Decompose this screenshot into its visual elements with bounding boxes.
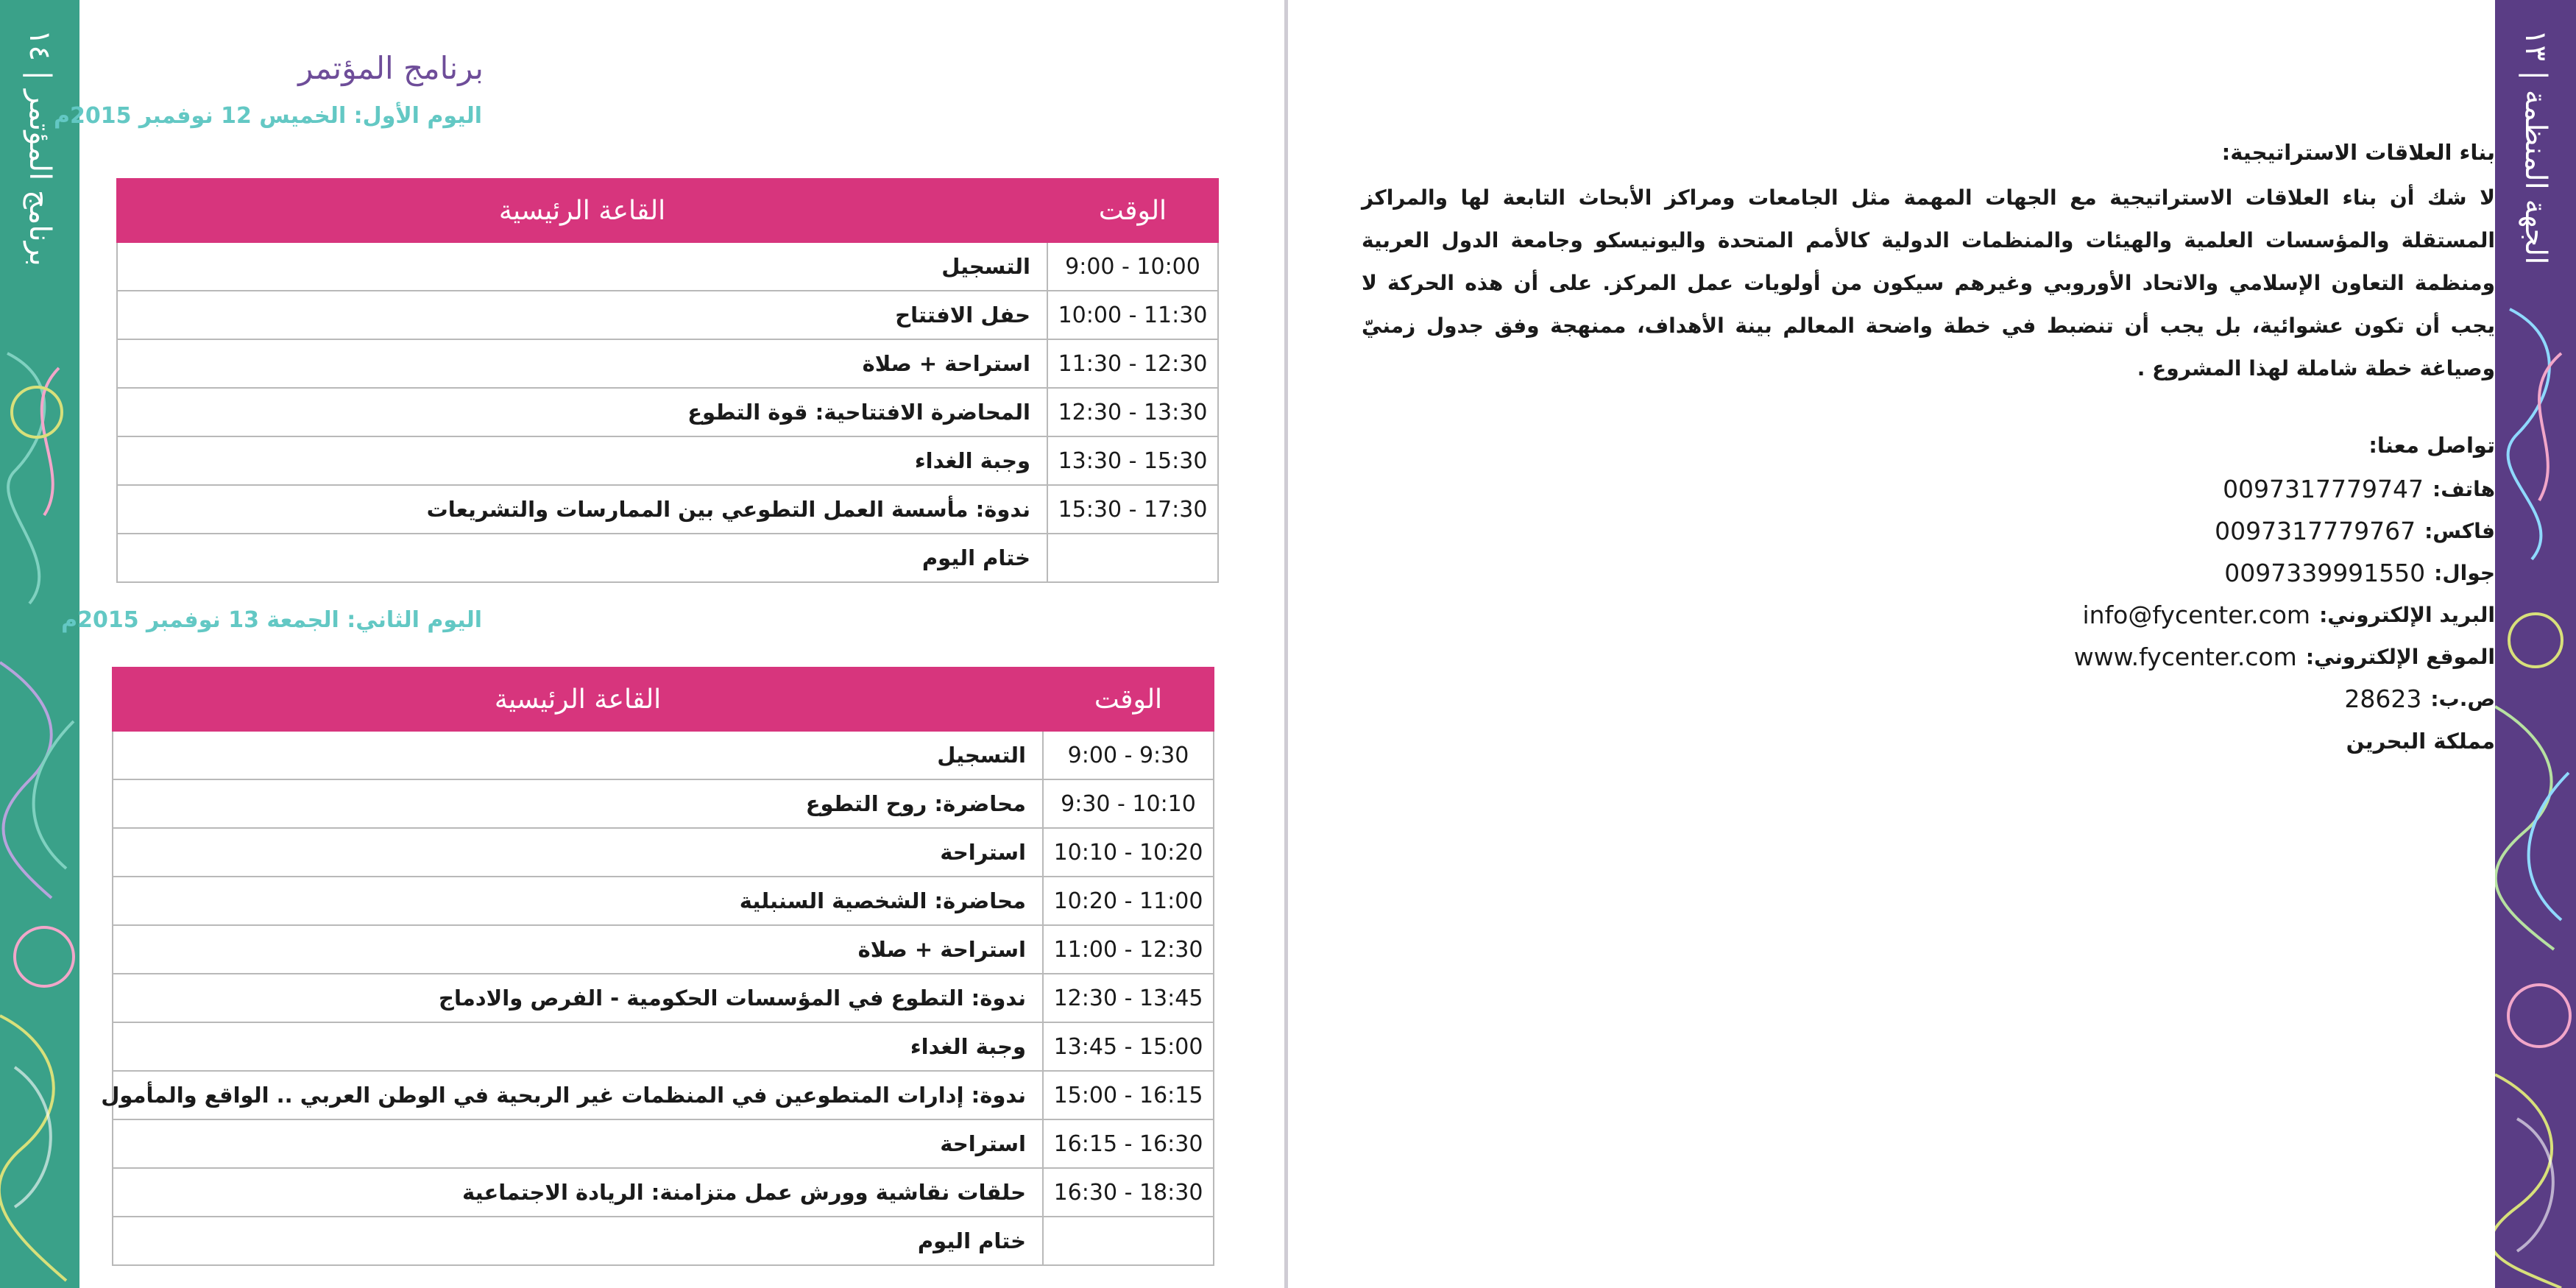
column-header-time: الوقت	[1047, 179, 1218, 242]
row-time: 9:30 - 10:10	[1043, 779, 1214, 828]
fax-label: فاكس:	[2424, 519, 2495, 543]
table-row	[117, 242, 1218, 291]
mobile-label: جوال:	[2434, 561, 2495, 585]
row-time: 10:20 - 11:00	[1043, 877, 1214, 925]
row-time: 9:00 - 10:00	[1047, 242, 1218, 291]
right-band-label: الجهة المنظمة | ١٣	[2519, 29, 2552, 265]
row-session: ندوة: إدارات المتطوعين في المنظمات غير الربحية في الوطن العربي .. الواقع والمأمول	[113, 1071, 1043, 1119]
page-title: برنامج المؤتمر	[298, 50, 484, 86]
day2-schedule-table	[101, 667, 1214, 1266]
row-session: ختام اليوم	[113, 1217, 1043, 1265]
table-row	[117, 339, 1218, 388]
table-row	[117, 436, 1218, 485]
row-session: استراحة + صلاة	[117, 339, 1047, 388]
table-row	[113, 828, 1214, 877]
phone-label: هاتف:	[2432, 477, 2495, 501]
day2-heading: اليوم الثاني: الجمعة 13 نوفمبر 2015م	[61, 607, 482, 633]
column-header-session: القاعة الرئيسية	[113, 668, 1043, 731]
table-row	[113, 1071, 1214, 1119]
contact-country	[2074, 720, 2495, 762]
contact-email	[2074, 594, 2495, 636]
row-session: وجبة الغداء	[117, 436, 1047, 485]
day1-heading: اليوم الأول: الخميس 12 نوفمبر 2015م	[53, 103, 482, 129]
column-header-session: القاعة الرئيسية	[117, 179, 1047, 242]
table-row	[113, 1168, 1214, 1217]
table-header-row	[117, 179, 1218, 242]
row-time: 13:45 - 15:00	[1043, 1022, 1214, 1071]
row-time: 16:15 - 16:30	[1043, 1119, 1214, 1168]
email-label: البريد الإلكتروني:	[2319, 603, 2495, 627]
row-session: المحاضرة الافتتاحية: قوة التطوع	[117, 388, 1047, 436]
row-time	[1047, 534, 1218, 582]
row-session: استراحة	[113, 1119, 1043, 1168]
row-time: 11:00 - 12:30	[1043, 925, 1214, 974]
table-row	[113, 731, 1214, 779]
contact-title: تواصل معنا:	[2368, 433, 2495, 458]
row-session: ندوة: التطوع في المؤسسات الحكومية - الفرص والادماج	[113, 974, 1043, 1022]
row-session: محاضرة: الشخصية السنبلية	[113, 877, 1043, 925]
table-row	[113, 779, 1214, 828]
pobox-label: ص.ب:	[2430, 687, 2495, 711]
table-row	[113, 974, 1214, 1022]
phone-number[interactable]: 0097317779747	[2223, 475, 2424, 503]
row-time: 10:10 - 10:20	[1043, 828, 1214, 877]
strategic-relations-paragraph: لا شك أن بناء العلاقات الاستراتيجية مع الجهات المهمة مثل الجامعات ومراكز الأبحاث التابعة لها والمراكز المستقلة والمؤسسات العلمية والهيئات والمنظمات الدولية كالأمم المتحدة واليونيسكو وجامعة الدول العربية ومنظمة التعاون الإسلامي والاتحاد الأوروبي وغيرهم سيكون من أولويات عمل المركز. على أن هذه الحركة لا يجب أن تكون عشوائية، بل يجب أن تنضبط في خطة واضحة المعالم بينة الأهداف، ممنهجة وفق جدول زمنيّ وصياغة خطة شاملة لهذا المشروع .	[1362, 185, 2495, 381]
strategic-relations-title: بناء العلاقات الاستراتيجية:	[2221, 140, 2495, 165]
table-row	[117, 291, 1218, 339]
email-address-link[interactable]: info@fycenter.com	[2082, 601, 2311, 629]
day1-schedule-table	[116, 178, 1219, 583]
table-header-row	[113, 668, 1214, 731]
column-header-time: الوقت	[1043, 668, 1214, 731]
table-row	[113, 877, 1214, 925]
row-session: حفل الافتتاح	[117, 291, 1047, 339]
table-row	[113, 1217, 1214, 1265]
table-row	[117, 388, 1218, 436]
row-session: ختام اليوم	[117, 534, 1047, 582]
left-side-band	[0, 0, 79, 1288]
table-row	[113, 1119, 1214, 1168]
contact-phone	[2074, 468, 2495, 510]
contact-fax	[2074, 510, 2495, 552]
website-label: الموقع الإلكتروني:	[2305, 645, 2495, 669]
table-row	[113, 1022, 1214, 1071]
row-session: محاضرة: روح التطوع	[113, 779, 1043, 828]
mobile-number[interactable]: 0097339991550	[2224, 559, 2426, 587]
row-time: 12:30 - 13:45	[1043, 974, 1214, 1022]
contact-website	[2074, 636, 2495, 678]
row-time: 12:30 - 13:30	[1047, 388, 1218, 436]
left-band-label: برنامج المؤتمر | ١٤	[23, 29, 57, 266]
row-time: 13:30 - 15:30	[1047, 436, 1218, 485]
right-side-band	[2495, 0, 2576, 1288]
table-row	[117, 485, 1218, 534]
row-session: استراحة + صلاة	[113, 925, 1043, 974]
right-page	[1288, 0, 2576, 1288]
row-time: 15:00 - 16:15	[1043, 1071, 1214, 1119]
pobox-number: 28623	[2344, 684, 2422, 713]
row-session: ندوة: مأسسة العمل التطوعي بين الممارسات والتشريعات	[117, 485, 1047, 534]
row-time: 16:30 - 18:30	[1043, 1168, 1214, 1217]
row-session: التسجيل	[117, 242, 1047, 291]
row-time: 15:30 - 17:30	[1047, 485, 1218, 534]
contact-list	[2074, 468, 2495, 762]
row-time	[1043, 1217, 1214, 1265]
contact-pobox	[2074, 678, 2495, 720]
website-link[interactable]: www.fycenter.com	[2073, 643, 2297, 671]
row-time: 11:30 - 12:30	[1047, 339, 1218, 388]
fax-number: 0097317779767	[2215, 517, 2416, 545]
left-page	[0, 0, 1284, 1288]
table-row	[117, 534, 1218, 582]
row-time: 10:00 - 11:30	[1047, 291, 1218, 339]
country-name: مملكة البحرين	[2346, 728, 2495, 754]
table-row	[113, 925, 1214, 974]
row-session: حلقات نقاشية وورش عمل متزامنة: الريادة الاجتماعية	[113, 1168, 1043, 1217]
row-session: وجبة الغداء	[113, 1022, 1043, 1071]
row-session: التسجيل	[113, 731, 1043, 779]
row-session: استراحة	[113, 828, 1043, 877]
contact-mobile	[2074, 552, 2495, 594]
row-time: 9:00 - 9:30	[1043, 731, 1214, 779]
